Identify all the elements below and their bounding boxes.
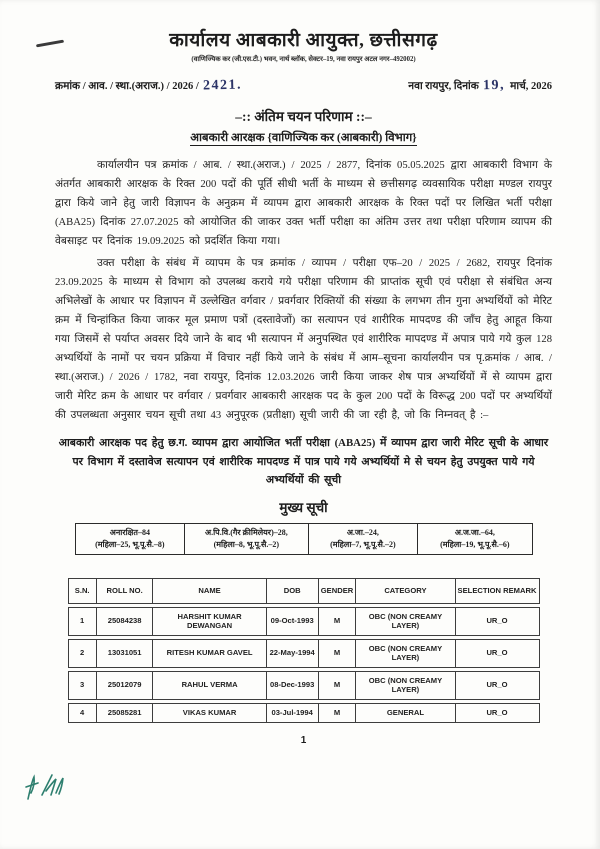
table-cell: RAHUL VERMA [152, 671, 265, 700]
selection-note: आबकारी आरक्षक पद हेतु छ.ग. व्यापम द्वारा आयोजित भर्ती परीक्षा (ABA25) में व्यापम द्वारा जारी मेरिट सूची के आधार पर विभाग में दस्तावेज सत्यापन एवं शारीरिक मापदण्ड में पात्र पाये गये अभ्यर्थियों मे से चयन हेतु उपयुक्त पाये गये अभ्यर्थियों की सूची [58, 437, 549, 486]
result-title: –:: अंतिम चयन परिणाम ::– [235, 109, 372, 124]
candidates-table [68, 575, 540, 726]
table-cell: OBC (NON CREAMY LAYER) [355, 639, 454, 668]
reference-number [55, 78, 244, 94]
table-cell: 25085281 [96, 703, 153, 723]
table-cell: RITESH KUMAR GAVEL [152, 639, 265, 668]
table-cell: M [318, 607, 356, 636]
category-summary-row [75, 523, 532, 554]
reference-line [55, 78, 552, 94]
office-address: (वाणिज्यिक कर (जी.एस.टी.) भवन, नार्थ ब्लॉक, सेक्टर–19, नवा रायपुर अटल नगर–492002) [191, 56, 416, 63]
table-row [68, 639, 540, 668]
place-and-date [408, 78, 552, 94]
table-cell: VIKAS KUMAR [152, 703, 265, 723]
category-count: अनारक्षित–84 [109, 527, 150, 537]
post-title-text: आबकारी आरक्षक {वाणिज्यिक कर (आबकारी) विभाग} [190, 132, 417, 144]
handwritten-day: 19, [483, 77, 506, 94]
post-title [55, 130, 552, 145]
table-cell: UR_O [455, 703, 540, 723]
signature-scribble-icon [22, 769, 70, 811]
table-cell: 25084238 [96, 607, 153, 636]
table-cell: UR_O [455, 607, 540, 636]
table-cell: M [318, 671, 356, 700]
reference-number-prefix: क्रमांक / आव. / स्था.(अराज.) / 2026 / [55, 81, 199, 92]
table-cell: UR_O [455, 671, 540, 700]
category-cell-obc [185, 523, 308, 554]
table-cell: M [318, 639, 356, 668]
table-cell: OBC (NON CREAMY LAYER) [355, 607, 454, 636]
category-cell-sc [308, 523, 418, 554]
page-number: 1 [300, 734, 307, 746]
category-count: अ.जा.–24, [346, 527, 379, 537]
letterhead [55, 26, 552, 63]
column-header-selection-remark: SELECTION REMARK [455, 578, 540, 604]
table-cell: 25012079 [96, 671, 153, 700]
table-row [68, 607, 540, 636]
paragraph-1: कार्यालयीन पत्र क्रमांक / आब. / स्था.(अराज.) / 2025 / 2877, दिनांक 05.05.2025 द्वारा आबकारी विभाग के अंतर्गत आबकारी आरक्षक के रिक्त 200 पदों की पूर्ति सीधी भर्ती के माध्यम से छत्तीसगढ़ व्यवसायिक परीक्षा मण्डल रायपुर द्वारा किये जाने हेतु जारी विज्ञापन के अनुक्रम में व्यापम द्वारा आबकारी आरक्षक के रिक्त पदों पर लिखित भर्ती परीक्षा (ABA25) दिनांक 27.07.2025 को आयोजित की जाकर उक्त भर्ती परीक्षा का अंतिम उत्तर तथा परीक्षा परिणाम व्यापम की वेबसाइट पर दिनांक 19.09.2025 को प्रदर्शित किया गया। [55, 160, 552, 247]
office-name: कार्यालय आबकारी आयुक्त, छत्तीसगढ़ [169, 30, 438, 51]
table-cell: M [318, 703, 356, 723]
category-subcount: (महिला–7, भू.पू.सै.–2) [330, 539, 396, 549]
table-cell: GENERAL [355, 703, 454, 723]
category-count: अ.पि.वि.(गैर क्रीमिलेयर)–28, [204, 527, 288, 537]
column-header-category: CATEGORY [355, 578, 454, 604]
table-cell: OBC (NON CREAMY LAYER) [355, 671, 454, 700]
category-subcount: (महिला–8, भू.पू.सै.–2) [213, 539, 280, 549]
handwritten-ref-number: 2421. [203, 77, 243, 94]
column-header-roll-no: ROLL NO. [96, 578, 153, 604]
table-cell: 13031051 [96, 639, 153, 668]
category-subcount: (महिला–25, भू.पू.सै.–8) [95, 539, 165, 549]
table-cell: HARSHIT KUMAR DEWANGAN [152, 607, 265, 636]
table-cell: 4 [68, 703, 96, 723]
main-list-heading: मुख्य सूची [279, 499, 328, 515]
candidates-table-header-row [68, 578, 540, 604]
candidates-table-body [68, 607, 540, 723]
column-header-dob: DOB [266, 578, 318, 604]
paragraph-2: उक्त परीक्षा के संबंध में व्यापम के पत्र क्रमांक / व्यापम / परीक्षा एफ–20 / 2025 / 2682, रायपुर दिनांक 23.09.2025 के माध्यम से विभाग को उपलब्ध कराये गये परीक्षा परिणाम की प्राप्तांक सूची एवं परीक्षा से संबंधित अन्य अभिलेखों के आधार पर विज्ञापन में उल्लेखित वर्गवार / प्रवर्गवार रिक्तियों की संख्या के लगभग तीन गुना अभ्यर्थियों को मेरिट क्रम में चिन्हांकित किया जाकर मूल प्रमाण पत्रों (दस्तावेजों) का सत्यापन एवं शारीरिक मापदण्ड की जाँच हेतु आहूत किया गया जिसमें से पर्याप्त अवसर दिये जाने के बाद भी सत्यापन में अनुपस्थित एवं शारीरिक मापदण्ड में अपात्र पाये गये कुल 128 अभ्यर्थियों के नामों पर चयन प्रक्रिया में विचार नहीं किये जाने के संबंध में आम–सूचना कार्यालयीन पत्र पृ.क्रमांक / आब. / स्था.(अराज.) / 2026 / 1782, नवा रायपुर, दिनांक 12.03.2026 जारी किया जाकर शेष पात्र अभ्यर्थियों में से व्यापम द्वारा जारी मेरिट क्रम के आधार पर वर्गवार / प्रवर्गवार आबकारी आरक्षक पद के कुल 200 पदों के विरूद्ध 200 पदों पर अभ्यर्थियों की उपलब्धता अनुसार चयन सूची तथा 43 अनुपूरक (प्रतीक्षा) सूची जारी की जा रही है, जो कि निम्नवत् है :– [55, 258, 552, 421]
table-cell: 22-May-1994 [266, 639, 318, 668]
table-cell: UR_O [455, 639, 540, 668]
column-header-name: NAME [152, 578, 265, 604]
column-header-gender: GENDER [318, 578, 356, 604]
category-cell-unreserved [75, 523, 185, 554]
category-cell-st [418, 523, 532, 554]
month-year: मार्च, 2026 [510, 81, 552, 92]
place-date-prefix: नवा रायपुर, दिनांक [408, 81, 479, 92]
table-cell: 09-Oct-1993 [266, 607, 318, 636]
table-row [68, 671, 540, 700]
category-summary-table [75, 523, 533, 555]
table-cell: 3 [68, 671, 96, 700]
category-count: अ.ज.जा.–64, [454, 527, 495, 537]
table-cell: 2 [68, 639, 96, 668]
table-row [68, 703, 540, 723]
category-subcount: (महिला–19, भू.पू.सै.–6) [440, 539, 510, 549]
column-header-sn: S.N. [68, 578, 96, 604]
table-cell: 08-Dec-1993 [266, 671, 318, 700]
table-cell: 03-Jul-1994 [266, 703, 318, 723]
table-cell: 1 [68, 607, 96, 636]
